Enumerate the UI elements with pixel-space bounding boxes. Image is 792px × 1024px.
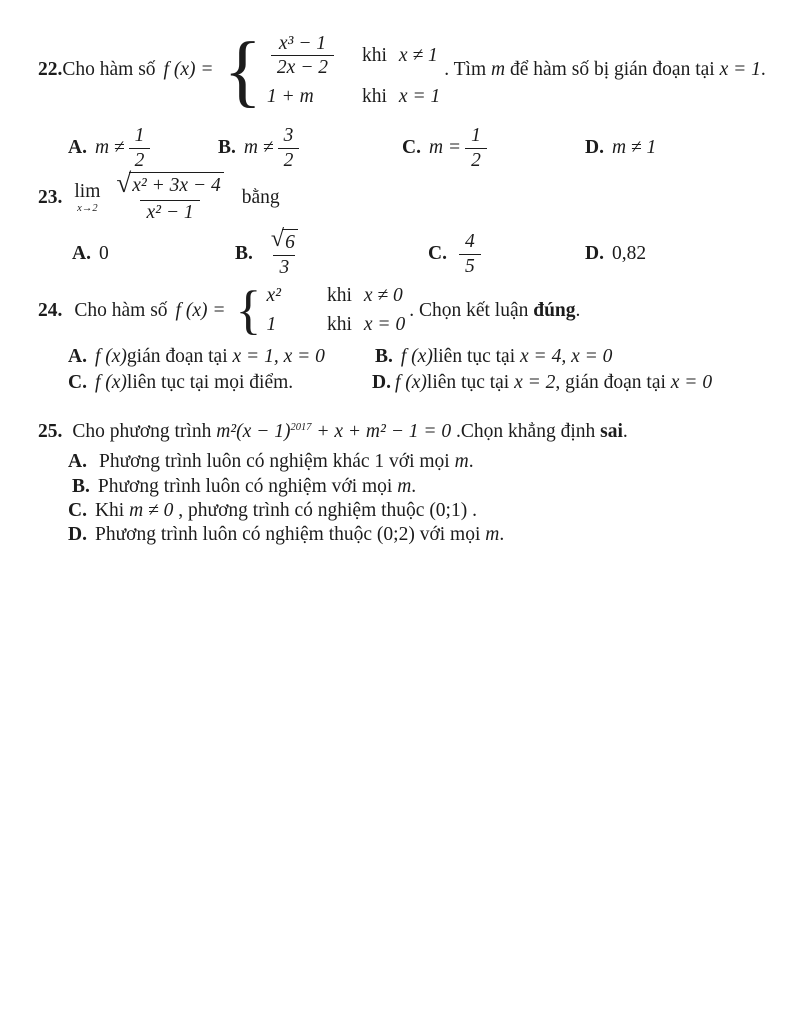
lim-subscript: x→2 [77,202,98,214]
q22-case1-condition [362,44,438,68]
q22-option-d [585,123,656,173]
condition-expression: x = 1 [398,85,441,107]
question-25 [38,419,628,445]
option-label: C. [68,371,87,393]
q23-option-d [585,227,646,281]
text-segment: liên tục tại [426,371,515,393]
math-expression: m²(x − 1) [216,420,291,442]
text-segment: . [468,451,474,473]
condition-expression: x ≠ 0 [363,285,403,306]
option-fraction [465,124,487,172]
text-segment: . [411,476,417,498]
question-24-lead: Cho hàm số [74,299,168,321]
q24-cases-brace: { [235,279,262,340]
option-expression: m ≠ 1 [611,136,657,158]
q25-option-b [72,475,416,500]
option-expression: m ≠ [243,136,274,158]
q22-cases [267,32,440,109]
text-segment: . Chọn kết luận [409,299,534,321]
q22-case2-condition [362,85,440,109]
text-segment: liên tục tại mọi điểm. [126,371,294,393]
khi-word: khi [362,85,387,107]
option-label: B. [235,242,253,264]
option-expression: 0 [98,242,109,264]
text-segment: Khi [94,500,130,522]
fraction-denominator: 2 [465,148,487,172]
radical-sign: √ [116,168,132,198]
q22-option-a [68,123,154,173]
question-22-number: 22. [38,59,63,81]
fraction-denominator: 2x − 2 [271,55,334,79]
fraction-denominator: 5 [459,254,481,278]
function-notation: f (x) [94,371,127,393]
q24-case1-expression: x² [266,285,281,306]
q25-question-text [72,420,627,444]
condition-expression: x = 0 [363,314,406,336]
math-expression: + x + m² − 1 = 0 [311,420,452,442]
option-fraction [278,124,300,172]
fraction-numerator [110,168,229,200]
math-expression: m ≠ 0 [129,500,174,522]
q22-option-b [218,123,303,173]
fraction-denominator: x² − 1 [140,200,199,224]
function-notation: f (x) [394,371,427,393]
q24-case2-condition [327,313,405,337]
khi-word: khi [362,44,387,66]
fraction-numerator: 1 [471,125,481,147]
question-25-number: 25. [38,420,63,442]
text-segment: . [499,524,505,546]
q24-option-c [68,370,293,396]
option-text [401,345,613,369]
radicand: 6 [282,229,298,254]
text-segment: , gián đoạn tại [555,371,671,393]
math-var-m: m [491,59,506,81]
q25-option-c [68,499,477,524]
q23-option-c [428,227,485,281]
option-label: A. [68,345,87,367]
q22-case1-fraction [271,32,334,80]
question-23 [38,168,280,225]
option-text [98,475,416,499]
fraction-numerator: 3 [283,125,294,147]
math-expression: x = 0 [670,371,713,393]
option-label: B. [218,136,236,158]
math-expression: x = 4, x = 0 [520,345,613,367]
emphasized-word: sai [600,420,623,442]
fraction-numerator: 4 [464,231,475,253]
text-segment: liên tục tại [432,345,521,367]
q22-question-text [444,58,766,82]
text-segment: .Chọn khẳng định [451,420,601,442]
option-label: C. [402,136,421,158]
condition-expression: x ≠ 1 [398,44,438,66]
radicand: x² + 3x − 4 [129,172,223,197]
khi-word: khi [326,314,352,336]
q24-case2-expression: 1 [266,314,277,336]
q22-cases-brace: { [223,26,262,115]
q24-option-d [372,370,712,396]
q22-option-c [402,123,491,173]
option-expression: m ≠ [94,136,125,158]
option-label: A. [68,136,87,158]
square-root [116,168,223,199]
q24-option-b [375,344,612,370]
option-label: B. [375,345,393,367]
square-root [270,226,298,254]
option-text [95,499,477,523]
option-fraction [129,124,151,172]
q25-option-d [68,523,504,548]
question-22 [38,26,766,115]
question-24 [38,279,581,340]
text-segment: Phương trình luôn có nghiệm thuộc (0;2) với mọi [94,524,486,546]
option-label: A. [68,451,87,473]
q25-option-a [68,450,474,475]
question-24-number: 24. [38,299,63,321]
fraction-numerator [265,226,304,254]
text-segment: Phương trình luôn có nghiệm khác 1 với mọi [98,451,455,473]
radical-sign: √ [270,226,285,253]
function-notation: f (x) [94,345,127,367]
limit-operator [74,182,100,214]
text-segment: . [622,420,628,442]
fraction-numerator: 1 [134,125,145,147]
option-label: D. [585,136,604,158]
q23-fraction [110,168,229,225]
emphasized-word: đúng [533,299,576,321]
text-segment: gián đoạn tại [126,345,233,367]
option-expression: m = [428,136,462,158]
q22-function-notation: f (x) = [163,59,214,81]
khi-word: khi [326,285,352,306]
q23-question-text: bằng [241,187,280,209]
text-segment: Cho phương trình [72,420,217,442]
option-label: D. [68,524,87,546]
option-text [395,371,712,395]
q23-option-a [72,227,109,281]
option-label: B. [72,476,90,498]
option-text [99,450,474,474]
option-text [95,523,504,547]
q24-option-a [68,344,325,370]
exponent: 2017 [290,421,312,433]
q23-option-b [235,227,308,281]
function-notation: f (x) [400,345,433,367]
q24-cases [266,284,405,338]
text-segment: để hàm số bị gián đoạn tại [505,59,720,81]
option-label: C. [68,500,87,522]
text-segment: . [575,299,581,321]
fraction-denominator: 2 [129,148,151,172]
q24-question-text [409,299,580,323]
option-text [95,345,325,369]
fraction-denominator: 3 [273,255,295,279]
math-expression: x = 2 [514,371,556,393]
q24-case1-condition [327,284,403,308]
math-var-m: m [397,476,412,498]
text-segment: , phương trình có nghiệm thuộc (0;1) . [173,500,477,522]
option-fraction [459,230,481,278]
lim-word: lim [74,181,101,203]
question-22-lead: Cho hàm số [62,59,156,81]
text-segment: . [760,59,766,81]
text-segment: . Tìm [444,59,492,81]
option-expression: 0,82 [611,242,647,264]
math-var-m: m [485,524,500,546]
option-label: D. [372,371,391,393]
option-text [95,371,293,395]
option-label: A. [72,242,91,264]
q22-case2-expression: 1 + m [266,85,314,107]
math-var-m: m [454,451,469,473]
option-label: C. [428,242,447,264]
math-expression: x = 1 [719,59,761,81]
q24-function-notation: f (x) = [175,299,226,321]
fraction-denominator: 2 [278,148,300,172]
option-fraction [265,226,304,279]
question-23-number: 23. [38,187,63,209]
math-expression: x = 1, x = 0 [232,345,325,367]
text-segment: Phương trình luôn có nghiệm với mọi [97,476,398,498]
option-label: D. [585,242,604,264]
fraction-numerator: x³ − 1 [278,33,327,54]
